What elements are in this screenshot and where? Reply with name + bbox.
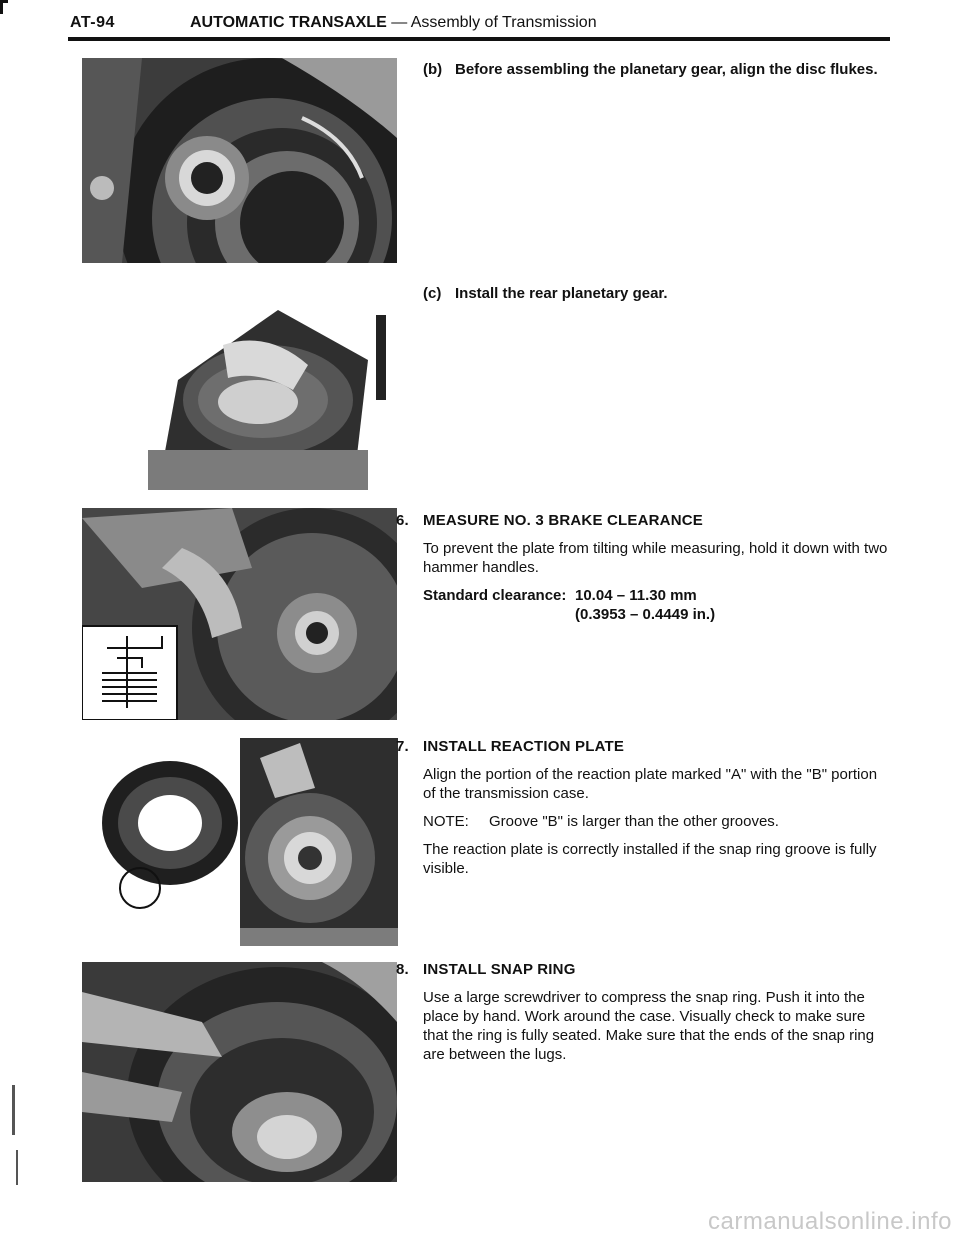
section-subtitle: — Assembly of Transmission <box>391 14 597 31</box>
corner-mark <box>0 0 8 14</box>
footer-watermark: carmanualsonline.info <box>708 1208 952 1235</box>
section-title-main: AUTOMATIC TRANSAXLE <box>190 14 387 31</box>
step-7-note <box>423 812 891 831</box>
step-6-spec-value-in: (0.3953 – 0.4449 in.) <box>575 606 716 623</box>
step-6-spec-label: Standard clearance: <box>423 587 567 604</box>
step-c-text: Install the rear planetary gear. <box>455 285 668 302</box>
step-6-spec-value-mm: 10.04 – 11.30 mm <box>575 587 697 604</box>
section-title <box>190 14 597 32</box>
step-6-title: MEASURE NO. 3 BRAKE CLEARANCE <box>423 512 703 529</box>
photo-reaction-plate <box>100 738 398 946</box>
photo-rear-planetary-gear <box>118 290 396 490</box>
scan-margin-mark <box>12 1085 15 1135</box>
step-c-label: (c) <box>423 285 442 302</box>
header-rule <box>68 37 890 41</box>
photo-brake-clearance <box>82 508 397 720</box>
step-7-title: INSTALL REACTION PLATE <box>423 738 625 755</box>
step-7-number: 7. <box>396 738 409 755</box>
page-number: AT-94 <box>70 14 115 31</box>
step-7-body: Align the portion of the reaction plate marked "A" with the "B" portion of the transmission case. <box>423 766 878 802</box>
step-b-label: (b) <box>423 61 443 78</box>
step-7-note-label: NOTE: <box>423 813 469 830</box>
step-6-body: To prevent the plate from tilting while measuring, hold it down with two hammer handles. <box>423 540 888 576</box>
step-b <box>423 60 891 79</box>
step-b-text: Before assembling the planetary gear, align the disc flukes. <box>455 61 878 78</box>
step-c <box>423 284 891 303</box>
step-6-number: 6. <box>396 512 409 529</box>
step-8-number: 8. <box>396 961 409 978</box>
step-7 <box>396 737 891 878</box>
step-6 <box>396 511 891 624</box>
photo-snap-ring <box>82 962 397 1182</box>
step-6-spec <box>423 586 891 624</box>
step-7-note-text: Groove "B" is larger than the other grooves. <box>489 813 779 830</box>
step-7-body2: The reaction plate is correctly installed if the snap ring groove is fully visible. <box>423 841 877 877</box>
scan-margin-mark <box>16 1150 18 1185</box>
step-8 <box>396 960 891 1064</box>
step-8-body: Use a large screwdriver to compress the snap ring. Push it into the place by hand. Work around the case. Visually check to make sure that the ring is fully seated. Make sure that the ends of the snap ring are between the lugs. <box>423 989 875 1063</box>
photo-disc-flukes <box>82 58 397 263</box>
step-8-title: INSTALL SNAP RING <box>423 961 576 978</box>
page-header <box>70 12 890 36</box>
